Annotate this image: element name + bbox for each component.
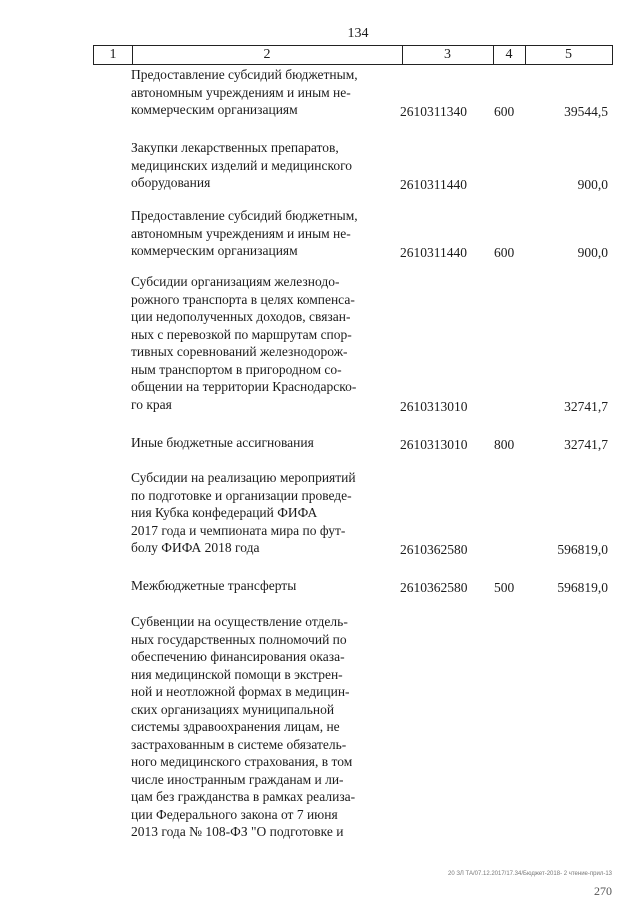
- row-amount: 900,0: [577, 177, 608, 192]
- page-number: 134: [347, 26, 369, 41]
- row-description-line: общении на территории Краснодарско-: [131, 379, 357, 394]
- row-code: 2610313010: [400, 398, 468, 414]
- row-description-line: рожного транспорта в целях компенса-: [131, 291, 355, 307]
- row-description-line: 2017 года и чемпионата мира по фут-: [131, 522, 346, 538]
- row-amount: 596819,0: [557, 580, 608, 595]
- row-description-line: системы здравоохранения лицам, не: [131, 719, 340, 734]
- row-code: 2610311340: [400, 104, 467, 119]
- row-description-line: ного медицинского страхования, в том: [131, 754, 353, 769]
- row-expense-type: 800: [494, 437, 515, 452]
- row-description-line: ции Федерального закона от 7 июня: [131, 806, 338, 822]
- row-description-line: медицинских изделий и медицинского: [131, 157, 353, 173]
- row-amount: 39544,5: [564, 104, 608, 119]
- row-code: 2610313010: [400, 437, 468, 452]
- row-description: [131, 66, 390, 119]
- row-description-line: 2013 года № 108-ФЗ "О подготовке и: [131, 824, 344, 839]
- table-header-row: [93, 45, 613, 65]
- row-description: [131, 273, 390, 413]
- row-expense-type: 600: [494, 104, 515, 119]
- row-description-line: коммерческим организациям: [131, 102, 298, 117]
- row-description-line: ции недополученных доходов, связан-: [131, 309, 351, 324]
- row-description-line: Межбюджетные трансферты: [131, 578, 297, 593]
- row-description-line: Субсидии на реализацию мероприятий: [131, 470, 356, 485]
- row-description-line: Субвенции на осуществление отдель-: [131, 614, 348, 629]
- row-description-line: болу ФИФА 2018 года: [131, 540, 260, 555]
- row-expense-type: 600: [494, 245, 515, 260]
- row-description: [131, 577, 390, 595]
- row-description-line: Иные бюджетные ассигнования: [131, 435, 314, 450]
- row-description-line: ным транспортом в пригородном со-: [131, 361, 342, 377]
- row-description: [131, 139, 390, 192]
- row-description-line: го края: [131, 396, 172, 412]
- row-description-line: ных государственных полномочий по: [131, 631, 347, 647]
- row-description-line: по подготовке и организации проведе-: [131, 487, 352, 503]
- row-amount: 32741,7: [564, 398, 608, 414]
- row-description-line: автономным учреждениям и иным не-: [131, 225, 351, 241]
- row-description-line: тивных соревнований железнодорож-: [131, 344, 348, 359]
- row-description-line: числе иностранным гражданам и ли-: [131, 771, 344, 787]
- row-expense-type: 500: [494, 580, 515, 595]
- header-col-2: 2: [263, 47, 271, 62]
- header-col-4: 4: [505, 47, 513, 62]
- row-description: [131, 613, 390, 841]
- row-code: 2610311440: [400, 177, 467, 192]
- row-description: [131, 469, 390, 557]
- row-description-line: коммерческим организациям: [131, 243, 298, 258]
- header-col-5: 5: [565, 47, 572, 62]
- row-code: 2610311440: [400, 245, 467, 260]
- row-description-line: ния Кубка конфедераций ФИФА: [131, 505, 318, 520]
- row-description-line: обеспечению финансирования оказа-: [131, 649, 345, 664]
- footer-page-number: 270: [594, 884, 612, 898]
- row-description-line: Закупки лекарственных препаратов,: [131, 140, 339, 155]
- row-description-line: Субсидии организациям железнодо-: [131, 274, 340, 289]
- row-description-line: застрахованным в системе обязатель-: [131, 736, 347, 752]
- row-amount: 596819,0: [557, 542, 608, 557]
- header-col-1: 1: [109, 47, 117, 62]
- row-description-line: автономным учреждениям и иным не-: [131, 84, 351, 100]
- header-col-3: 3: [444, 47, 451, 62]
- row-amount: 900,0: [577, 245, 608, 260]
- row-description-line: Предоставление субсидий бюджетным,: [131, 67, 358, 82]
- row-description: [131, 434, 390, 452]
- row-description: [131, 207, 390, 260]
- row-description-line: ских организациях муниципальной: [131, 701, 335, 717]
- row-description-line: ных с перевозкой по маршрутам спор-: [131, 326, 352, 342]
- row-amount: 32741,7: [564, 437, 608, 452]
- row-description-line: оборудования: [131, 175, 211, 190]
- row-description-line: ния медицинской помощи в экстрен-: [131, 666, 343, 682]
- row-description-line: ной и неотложной формах в медицин-: [131, 684, 350, 699]
- footer-document-tag: 20 ЗЛ ТА/07.12.2017/17.34/Бюджет-2018- 2 чтение-прил-13: [448, 871, 612, 877]
- row-code: 2610362580: [400, 542, 468, 557]
- row-code: 2610362580: [400, 580, 468, 595]
- row-description-line: цам без гражданства в рамках реализа-: [131, 789, 356, 804]
- row-description-line: Предоставление субсидий бюджетным,: [131, 208, 358, 223]
